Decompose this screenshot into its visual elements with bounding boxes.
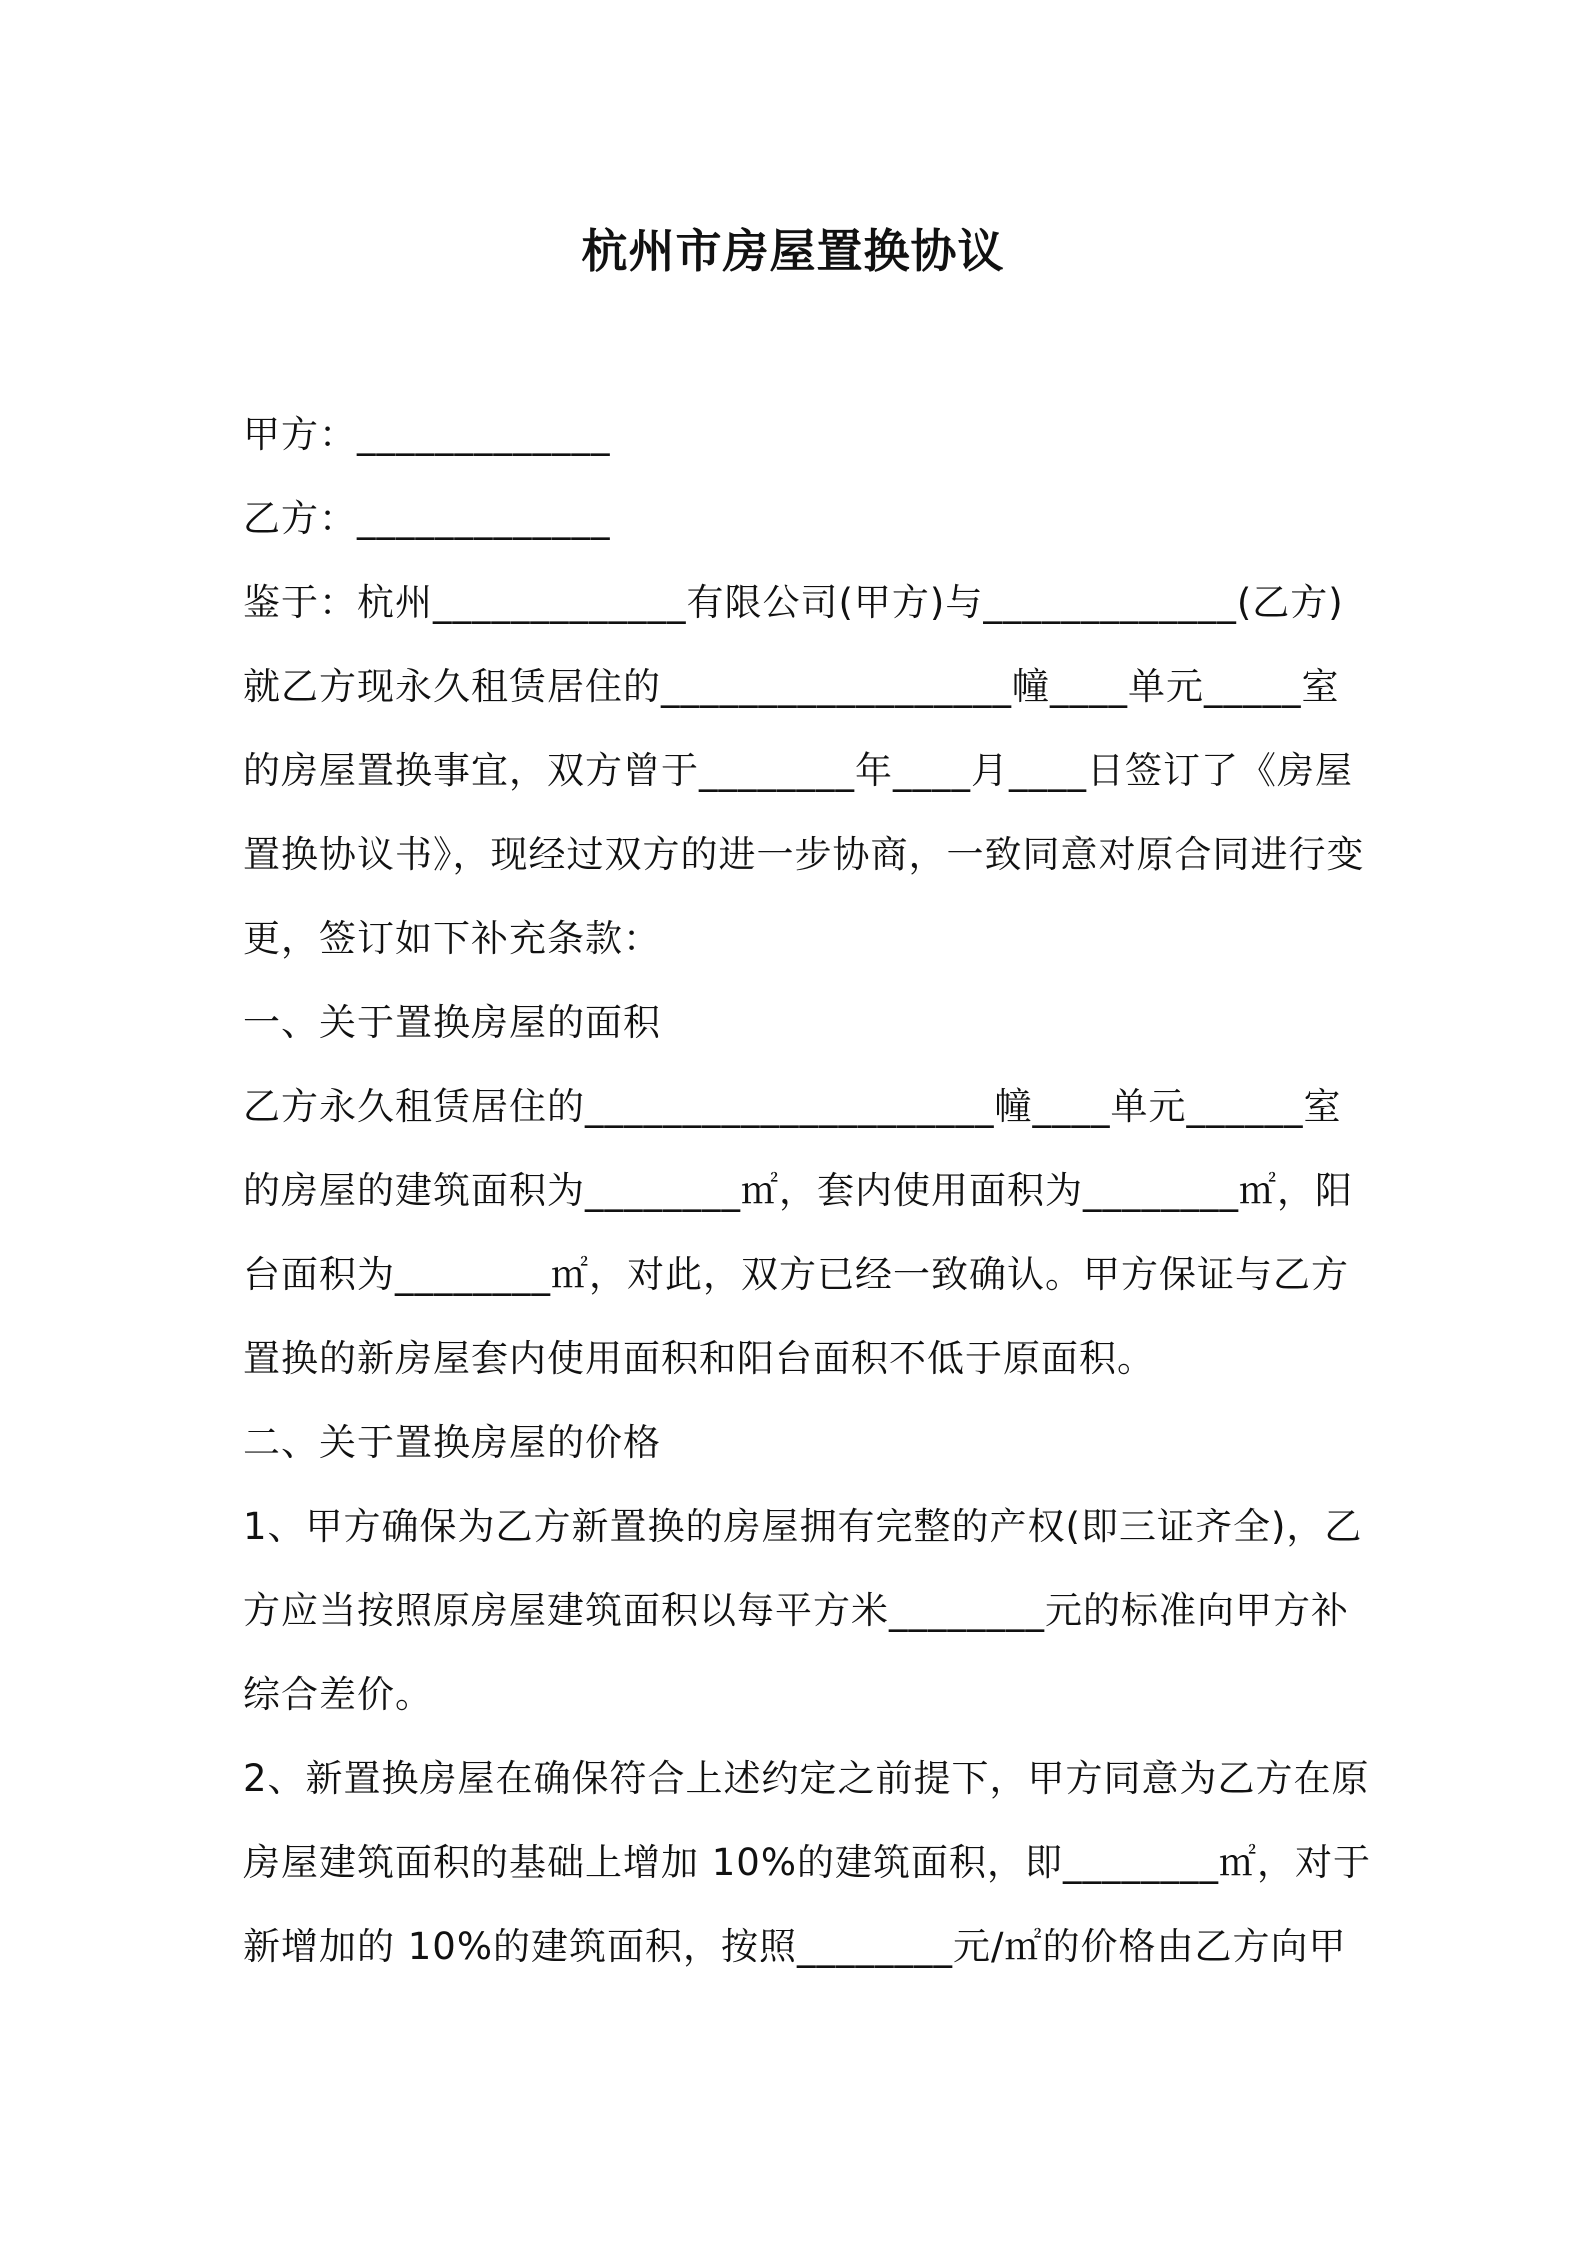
paragraph-line: 方应当按照原房屋建筑面积以每平方米________元的标准向甲方补 — [243, 1589, 1349, 1632]
paragraph-line: 台面积为________㎡，对此，双方已经一致确认。甲方保证与乙方 — [243, 1253, 1349, 1296]
party-b-line: 乙方：_____________ — [243, 497, 611, 540]
paragraph-line: 乙方永久租赁居住的_____________________幢____单元______室 — [243, 1085, 1342, 1128]
paragraph-line: 置换协议书》，现经过双方的进一步协商，一致同意对原合同进行变 — [243, 833, 1365, 876]
paragraph-line: 鉴于：杭州_____________有限公司(甲方)与_____________(乙方) — [243, 581, 1344, 624]
paragraph-line: 就乙方现永久租赁居住的__________________幢____单元_____室 — [243, 665, 1340, 708]
document-title: 杭州市房屋置换协议 — [581, 224, 1005, 278]
paragraph-line: 更，签订如下补充条款： — [243, 917, 661, 960]
paragraph-line: 的房屋置换事宜，双方曾于________年____月____日签订了《房屋 — [243, 749, 1353, 792]
paragraph-line: 房屋建筑面积的基础上增加 10%的建筑面积，即________㎡，对于 — [243, 1841, 1371, 1884]
paragraph-line: 的房屋的建筑面积为________㎡，套内使用面积为________㎡，阳 — [243, 1169, 1353, 1212]
paragraph-line: 2、新置换房屋在确保符合上述约定之前提下，甲方同意为乙方在原 — [243, 1757, 1370, 1800]
paragraph-line: 新增加的 10%的建筑面积，按照________元/㎡的价格由乙方向甲 — [243, 1925, 1347, 1968]
paragraph-line: 置换的新房屋套内使用面积和阳台面积不低于原面积。 — [243, 1337, 1155, 1380]
party-a-line: 甲方：_____________ — [243, 413, 611, 456]
section-heading: 一、关于置换房屋的面积 — [243, 1001, 661, 1044]
paragraph-line: 1、甲方确保为乙方新置换的房屋拥有完整的产权(即三证齐全)，乙 — [243, 1505, 1363, 1548]
section-heading: 二、关于置换房屋的价格 — [243, 1421, 661, 1464]
paragraph-line: 综合差价。 — [243, 1673, 433, 1716]
